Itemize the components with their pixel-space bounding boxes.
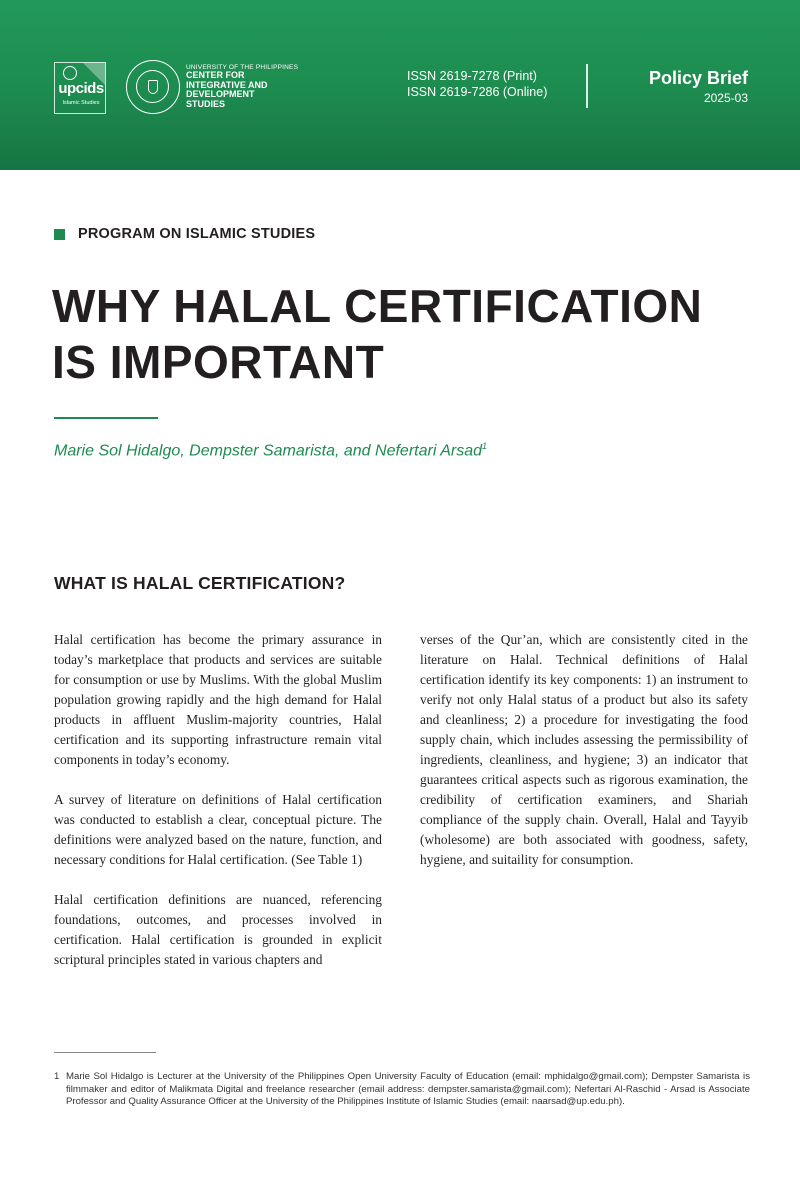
author-line: [54, 441, 487, 460]
issn-print: ISSN 2619-7278 (Print): [407, 69, 537, 83]
footnote-text: Marie Sol Hidalgo is Lecturer at the University of the Philippines Open University Faculty of Education (email: mphidalgo@gmail.com); Dempster Samarista is filmmaker and editor of Malikmata Digital and freelance researcher (email address: dempster.samarista@gmail.com); Nefertari Al-Raschid - Arsad is Associate Professor and Quality Assurance Officer at the University of the Philippines Institute of Islamic Studies (email: naarsad@up.edu.ph).: [66, 1071, 750, 1107]
right-column: [420, 630, 748, 890]
center-name: [186, 64, 316, 109]
issn-online: ISSN 2619-7286 (Online): [407, 85, 548, 99]
page-title: [52, 278, 772, 390]
logo-emblem-icon: [63, 66, 77, 80]
issn-block: [407, 68, 547, 100]
title-line: IS IMPORTANT: [52, 336, 385, 388]
title-line: WHY HALAL CERTIFICATION: [52, 280, 703, 332]
header-divider: [586, 64, 588, 108]
footnote: [54, 1071, 750, 1109]
center-name-line: STUDIES: [186, 98, 226, 109]
upcids-logo: [54, 62, 106, 114]
center-name-line: CENTER FOR: [186, 70, 245, 80]
program-label: [54, 226, 315, 242]
university-name: UNIVERSITY OF THE PHILIPPINES: [186, 64, 299, 71]
logo-wordmark: upcids: [58, 80, 104, 97]
title-divider: [54, 417, 158, 419]
footnote-number: 1: [54, 1071, 60, 1082]
authors-text: Marie Sol Hidalgo, Dempster Samarista, and Nefertari Arsad: [54, 442, 483, 460]
section-heading: WHAT IS HALAL CERTIFICATION?: [54, 573, 346, 593]
logo-subtitle: Islamic Studies: [62, 100, 100, 106]
policy-brief-label: [649, 68, 748, 105]
green-square-icon: [54, 229, 65, 240]
center-name-line: INTEGRATIVE AND: [186, 79, 268, 90]
paragraph: A survey of literature on definitions of Halal certification was conducted to establish a clear, conceptual picture. The definitions were analyzed based on the nature, function, and necessary conditions for Halal certification. (See Table 1): [54, 792, 382, 867]
paragraph: Halal certification definitions are nuanced, referencing foundations, outcomes, and processes involved in certification. Halal certification is grounded in explicit scriptural principles stated in various chapters and: [54, 892, 382, 967]
doc-type: Policy Brief: [648, 68, 748, 88]
seal-core-shape: [148, 80, 158, 94]
center-name-line: DEVELOPMENT: [186, 89, 255, 99]
left-column: [54, 630, 382, 990]
paragraph: Halal certification has become the primary assurance in today’s marketplace that products and services are suitable for consumption or use by Muslims. With the global Muslim population growing rapidly and the high demand for Halal products in affluent Muslim-majority countries, Halal certification and its supporting infrastructure remain vital components in today’s economy.: [54, 632, 382, 767]
header-band: [0, 0, 800, 170]
paragraph: verses of the Qur’an, which are consistently cited in the literature on Halal. Technical definitions of Halal certification identify its key components: 1) an instrument to verify not only Halal status of a product but also its safety and cleanliness; 2) a procedure for investigating the food supply chain, which includes assessing the permissibility of ingredients, cleanliness, and hygiene; 3) an indicator that guarantees critical aspects such as rigorous examination, the credibility of certification examiners, and Shariah compliance of the supply chain. Overall, Halal and Tayyib (wholesome) are both associated with goodness, safety, hygiene, and suitaility for consumption.: [420, 632, 748, 867]
doc-number: 2025-03: [703, 91, 748, 105]
footnote-divider: [54, 1052, 156, 1053]
up-seal-icon: [126, 60, 180, 114]
program-name: PROGRAM ON ISLAMIC STUDIES: [78, 226, 316, 242]
footnote-mark: 1: [482, 441, 488, 451]
